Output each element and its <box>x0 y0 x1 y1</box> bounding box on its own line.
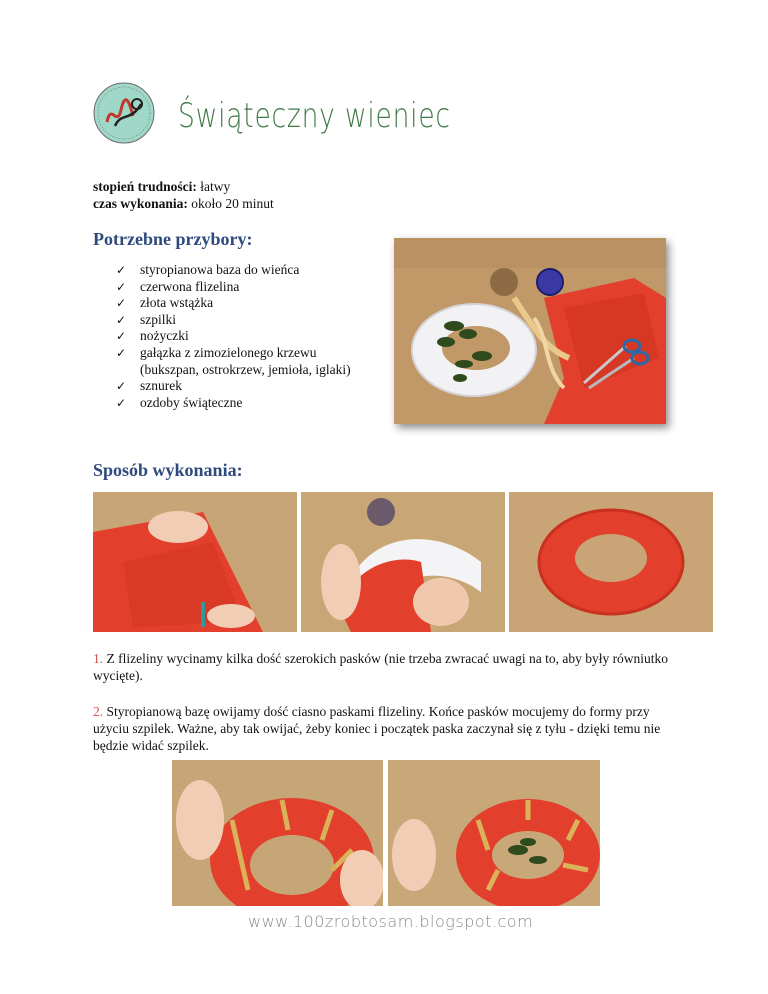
recipe-meta <box>93 178 274 212</box>
method-heading: Sposób wykonania: <box>93 460 243 480</box>
list-item: ✓ czerwona flizelina <box>116 279 361 296</box>
step2-photo-ribbon-right <box>388 760 600 906</box>
step1-photo-wrapping <box>301 492 505 632</box>
step-1: 1. Z flizeliny wycinamy kilka dość szerokich pasków (nie trzeba zwracać uwagi na to, aby były równiutko wycięte). <box>93 651 669 683</box>
list-item: ✓ ozdoby świąteczne <box>116 395 361 412</box>
step1-photo-cutting <box>93 492 297 632</box>
step1-photo-wrapped-base <box>509 492 713 632</box>
time-line: czas wykonania: około 20 minut <box>93 196 274 211</box>
logo-icon <box>93 82 155 144</box>
list-item: ✓ sznurek <box>116 378 361 395</box>
difficulty-line: stopień trudności: łatwy <box>93 179 231 194</box>
supplies-photo <box>394 238 666 424</box>
list-item: ✓ styropianowa baza do wieńca <box>116 262 361 279</box>
list-item: ✓ gałązka z zimozielonego krzewu (bukszpan, ostrokrzew, jemioła, iglaki) <box>116 345 361 378</box>
list-item: ✓ nożyczki <box>116 328 361 345</box>
list-item: ✓ szpilki <box>116 312 361 329</box>
blog-url: www.100zrobtosam.blogspot.com <box>248 912 534 931</box>
page-title: Świąteczny wieniec <box>178 96 451 136</box>
list-item: ✓ złota wstążka <box>116 295 361 312</box>
tools-list <box>116 262 361 411</box>
tools-heading: Potrzebne przybory: <box>93 229 253 249</box>
step2-photo-ribbon-left <box>172 760 383 906</box>
step-2: 2. Styropianową bazę owijamy dość ciasno paskami flizeliny. Końce pasków mocujemy do formy przy użyciu szpilek. Ważne, aby tak owijać, żeby koniec i początek paska zaczynał się z tyłu - dzięki temu nie będzie widać szpilek. <box>93 704 661 753</box>
